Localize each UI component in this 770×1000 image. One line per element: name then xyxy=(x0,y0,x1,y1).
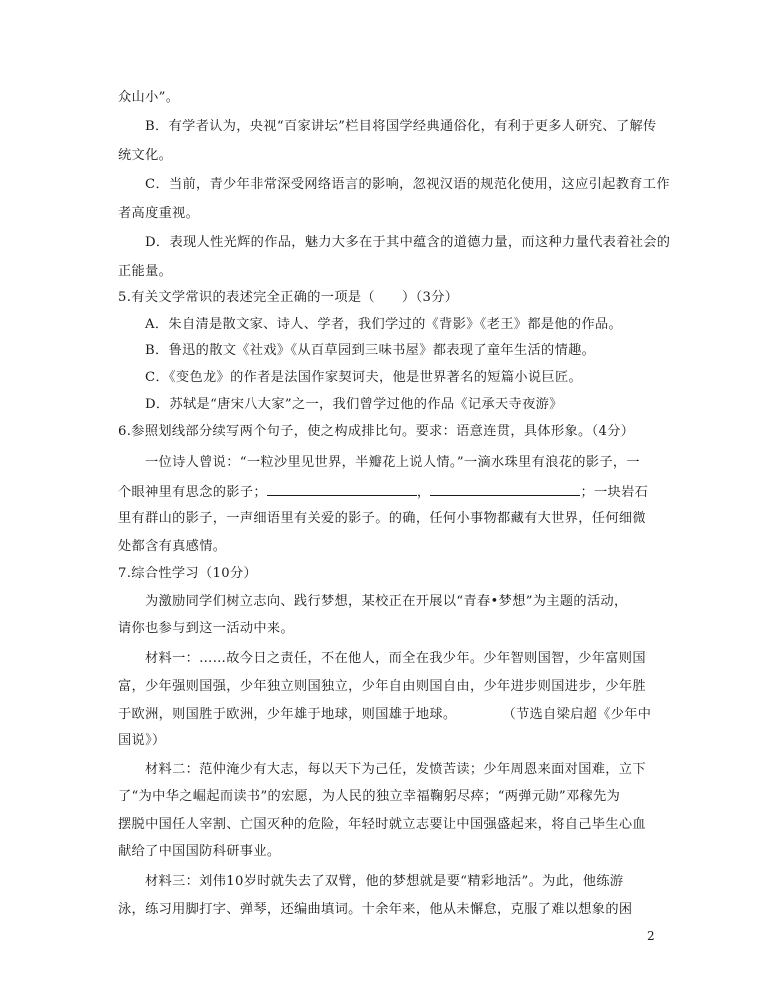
option-d-line2: 正能量。 xyxy=(118,264,173,279)
question-5-option-c: C．《变色龙》的作者是法国作家契诃夫，他是世界著名的短篇小说巨匠。 xyxy=(145,370,583,385)
question-7-stem: 7.综合性学习（10分） xyxy=(118,566,258,581)
question-6-para-line1: 一位诗人曾说：“一粒沙里见世界，半瓣花上说人情。”一滴水珠里有浪花的影子，一 xyxy=(145,455,640,470)
material-1-line2: 富，少年强则国强，少年独立则国独立，少年自由则国自由，少年进步则国进步，少年胜 xyxy=(118,679,646,694)
question-5-option-b: B．鲁迅的散文《社戏》《从百草园到三味书屋》都表现了童年生活的情趣。 xyxy=(145,343,596,358)
question-5-option-a: A．朱自清是散文家、诗人、学者，我们学过的《背影》《老王》都是他的作品。 xyxy=(145,317,623,332)
answer-blank-2[interactable] xyxy=(430,481,580,496)
q6-line2-end: ；一块岩石 xyxy=(580,485,649,500)
option-c-line2: 者高度重视。 xyxy=(118,206,200,221)
material-2-line4: 献给了中国国防科研事业。 xyxy=(118,844,281,859)
question-7-intro-line1: 为激励同学们树立志向、践行梦想，某校正在开展以“青春•梦想”为主题的活动， xyxy=(145,594,628,609)
option-b-line1: B．有学者认为，央视“百家讲坛”栏目将国学经典通俗化，有利于更多人研究、了解传 xyxy=(145,119,657,134)
question-7-intro-line2: 请你也参与到这一活动中来。 xyxy=(118,621,294,636)
page-number: 2 xyxy=(647,929,655,943)
option-d-line1: D．表现人性光辉的作品，魅力大多在于其中蕴含的道德力量，而这种力量代表着社会的 xyxy=(145,235,671,250)
q6-line2-comma: ， xyxy=(416,485,431,500)
material-1-source: （节选自梁启超《少年中 xyxy=(502,707,652,722)
material-1-line3-text: 于欧洲，则国胜于欧洲，少年雄于地球，则国雄于地球。 xyxy=(118,707,457,722)
material-2-line2: 了“为中华之崛起而读书”的宏愿，为人民的独立幸福鞠躬尽瘁；“两弹元勋”邓稼先为 xyxy=(118,789,621,804)
option-a-tail: 众山小”。 xyxy=(118,90,180,105)
question-6-para-line2 xyxy=(118,481,658,503)
option-b-line2: 统文化。 xyxy=(118,148,173,163)
material-3-line2: 泳，练习用脚打字、弹琴，还编曲填词。十余年来，他从未懈怠，克服了难以想象的困 xyxy=(118,902,633,917)
q6-line2-start: 个眼神里有思念的影子； xyxy=(118,485,267,500)
material-1-line4: 国说》） xyxy=(118,733,166,748)
question-5-option-d: D．苏轼是“唐宋八大家”之一，我们曾学过他的作品《记承天寺夜游》 xyxy=(145,397,563,412)
answer-blank-1[interactable] xyxy=(267,481,417,496)
material-1-line3 xyxy=(118,705,658,725)
material-3-line1: 材料三：刘伟10岁时就失去了双臂，他的梦想就是要“精彩地活”。为此，他练游 xyxy=(145,874,624,889)
material-2-line1: 材料二：范仲淹少有大志，每以天下为己任，发愤苦读；少年周恩来面对国难，立下 xyxy=(145,762,646,777)
material-2-line3: 摆脱中国任人宰割、亡国灭种的危险，年轻时就立志要让中国强盛起来，将自己毕生心血 xyxy=(118,817,646,832)
question-6-stem: 6.参照划线部分续写两个句子，使之构成排比句。要求：语意连贯，具体形象。（4分） xyxy=(118,424,635,439)
option-c-line1: C．当前，青少年非常深受网络语言的影响，忽视汉语的规范化使用，这应引起教育工作 xyxy=(145,177,670,192)
question-5-stem: 5.有关文学常识的表述完全正确的一项是（ ）（3分） xyxy=(118,290,459,305)
question-6-para-line3: 里有群山的影子，一声细语里有关爱的影子。的确，任何小事物都藏有大世界，任何细微 xyxy=(118,511,646,526)
question-6-para-line4: 处都含有真感情。 xyxy=(118,539,227,554)
material-1-line1: 材料一：……故今日之责任，不在他人，而全在我少年。少年智则国智，少年富则国 xyxy=(145,651,646,666)
